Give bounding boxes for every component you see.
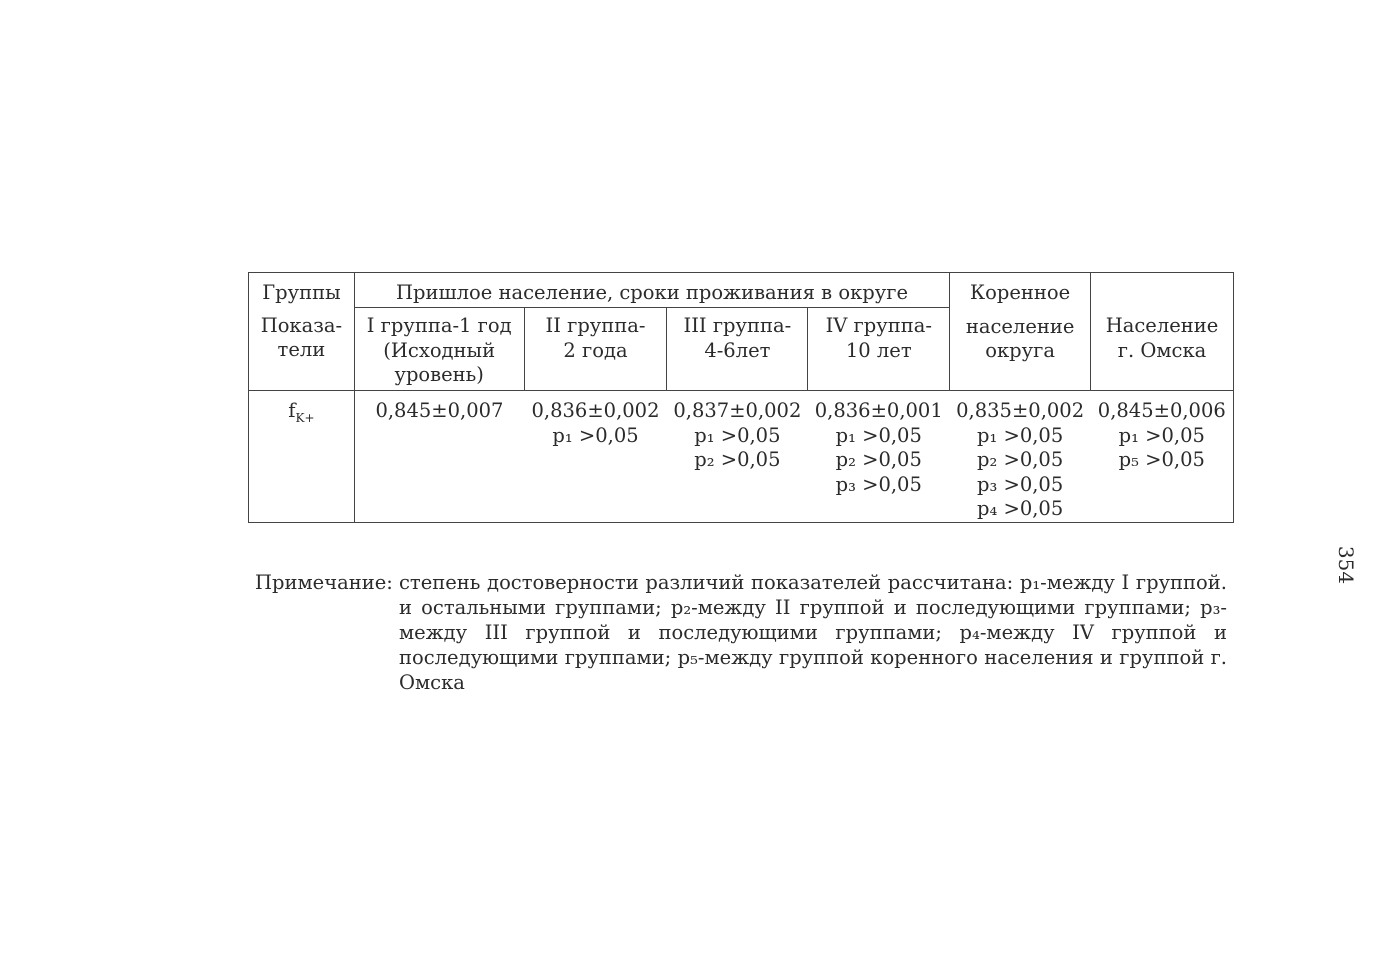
header-group-2: II группа- 2 года [524,308,667,391]
note-text: степень достоверности различий показателей рассчитана: p₁-между I группой. и остальными группами; p₂-между II группой и последующими группами; p₃-между III группой и последующими группами; p₄-между IV группой и последующими группами; p₅-между группой коренного населения и группой г. Омска [399,571,1227,694]
table-row [249,391,1234,523]
value-cell-group-2: 0,836±0,002 p₁ >0,05 [524,391,667,523]
header-incoming-population: Пришлое население, сроки проживания в округе [354,273,949,308]
header-group-3: III группа- 4-6лет [667,308,808,391]
page-number: 354 [1334,545,1358,585]
header-group-4: IV группа- 10 лет [808,308,950,391]
header-indicators-label: Показа- тели [249,308,355,391]
value-cell-native: 0,835±0,002 p₁ >0,05 p₂ >0,05 p₃ >0,05 p₄ >0,05 [950,391,1091,523]
value-cell-group-1: 0,845±0,007 [354,391,524,523]
data-table [248,272,1234,523]
indicator-cell: $f_{K+}$ [249,391,355,523]
header-native-population: Коренное население округа [950,273,1091,391]
value-cell-omsk: 0,845±0,006 p₁ >0,05 p₅ >0,05 [1091,391,1234,523]
note-label: Примечание: [255,571,393,594]
value-cell-group-3: 0,837±0,002 p₁ >0,05 p₂ >0,05 [667,391,808,523]
value-cell-group-4: 0,836±0,001 p₁ >0,05 p₂ >0,05 p₃ >0,05 [808,391,950,523]
header-omsk-population: Население г. Омска [1091,273,1234,391]
header-group-1: I группа-1 год (Исходный уровень) [354,308,524,391]
header-groups-label: Группы [249,273,355,308]
